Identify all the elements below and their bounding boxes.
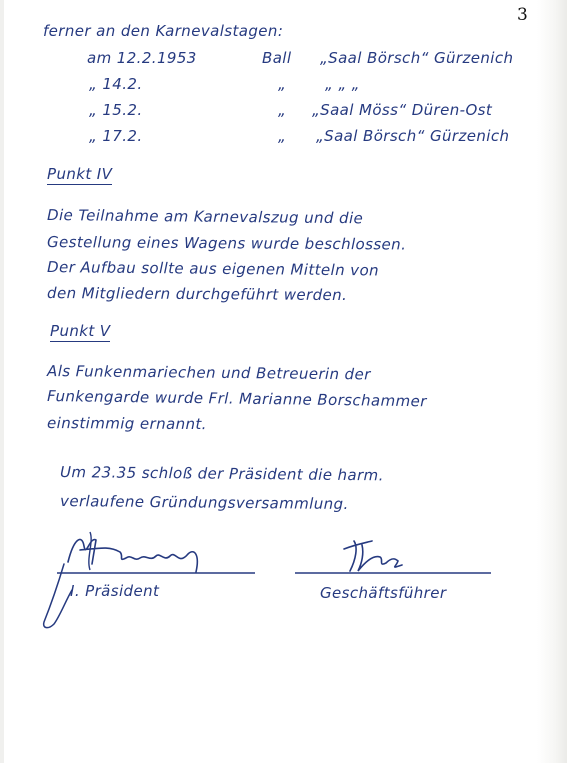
page-number: 3 bbox=[517, 5, 528, 25]
punkt-iv-line-2: Gestellung eines Wagens wurde beschlossen. bbox=[47, 233, 407, 254]
punkt-iv-line-3: Der Aufbau sollte aus eigenen Mitteln von bbox=[47, 258, 380, 280]
closing-line-2: verlaufene Gründungsversammlung. bbox=[60, 492, 349, 514]
punkt-v-heading: Punkt V bbox=[50, 322, 111, 340]
closing-line-1: Um 23.35 schloß der Präsident die harm. bbox=[60, 463, 384, 485]
schedule-type-3: „ bbox=[278, 101, 287, 119]
punkt-v-line-2: Funkengarde wurde Frl. Marianne Borschammer bbox=[47, 387, 427, 411]
page-left-edge bbox=[0, 0, 4, 763]
right-signature-line bbox=[293, 570, 498, 576]
punkt-iv-heading: Punkt IV bbox=[47, 165, 113, 183]
schedule-venue-4: „Saal Börsch“ Gürzenich bbox=[316, 127, 510, 145]
schedule-date-4: „ 17.2. bbox=[89, 127, 143, 145]
schedule-type-4: „ bbox=[278, 127, 287, 145]
schedule-type-1: Ball bbox=[262, 49, 292, 67]
punkt-iv-line-4: den Mitgliedern durchgeführt werden. bbox=[47, 284, 348, 305]
right-signature-title: Geschäftsführer bbox=[320, 584, 447, 602]
schedule-date-3: „ 15.2. bbox=[89, 101, 143, 119]
intro-line: ferner an den Karnevalstagen: bbox=[43, 22, 284, 40]
punkt-iv-line-1: Die Teilnahme am Karnevalszug und die bbox=[47, 206, 364, 228]
page-right-edge bbox=[537, 0, 567, 763]
schedule-venue-1: „Saal Börsch“ Gürzenich bbox=[320, 49, 514, 67]
schedule-venue-3: „Saal Möss“ Düren-Ost bbox=[312, 101, 493, 119]
schedule-date-2: „ 14.2. bbox=[89, 75, 143, 93]
punkt-v-line-1: Als Funkenmariechen und Betreuerin der bbox=[47, 362, 371, 384]
left-signature-flourish bbox=[38, 560, 108, 632]
schedule-date-1: am 12.2.1953 bbox=[87, 49, 197, 67]
schedule-venue-2: „ „ „ bbox=[325, 75, 360, 93]
punkt-v-line-3: einstimmig ernannt. bbox=[47, 414, 207, 434]
schedule-type-2: „ bbox=[278, 75, 287, 93]
left-signature-title: I. Präsident bbox=[70, 582, 160, 600]
